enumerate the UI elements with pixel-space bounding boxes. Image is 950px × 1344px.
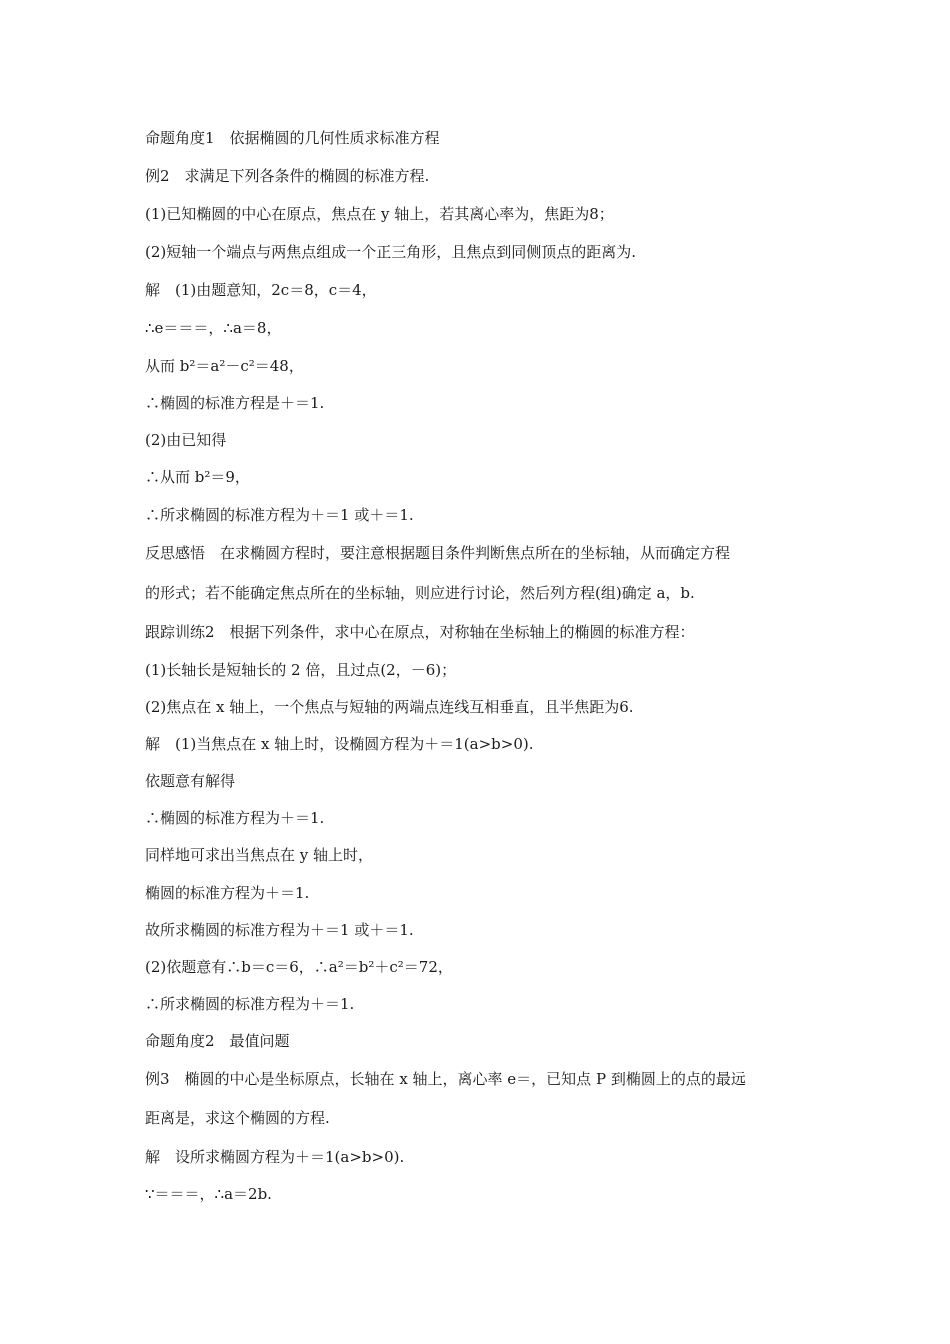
text-line: (2)短轴一个端点与两焦点组成一个正三角形，且焦点到同侧顶点的距离为. [145,243,637,261]
text-line: ∴所求椭圆的标准方程为＋＝1 或＋＝1. [145,506,414,524]
text-line: ∵＝＝＝，∴a＝2b. [145,1185,272,1203]
text-line: 解 (1)当焦点在 x 轴上时，设椭圆方程为＋＝1(a>b>0). [145,735,534,753]
text-line: 距离是，求这个椭圆的方程. [145,1109,330,1127]
section-heading-2: 命题角度2 最值问题 [145,1032,290,1050]
text-line: ∴椭圆的标准方程为＋＝1. [145,809,325,827]
example-3-title: 例3 椭圆的中心是坐标原点，长轴在 x 轴上，离心率 e＝，已知点 P 到椭圆上的点的最远 [145,1070,746,1088]
section-heading-1: 命题角度1 依据椭圆的几何性质求标准方程 [145,129,440,147]
text-line: 依题意有解得 [145,772,236,790]
text-line: ∴椭圆的标准方程是＋＝1. [145,394,325,412]
text-line: 同样地可求出当焦点在 y 轴上时， [145,846,374,864]
text-line: 从而 b²＝a²－c²＝48， [145,357,304,375]
reflection-paragraph: 反思感悟 在求椭圆方程时，要注意根据题目条件判断焦点所在的坐标轴，从而确定方程 [145,544,731,562]
text-line: ∴e＝＝＝，∴a＝8， [145,319,282,337]
training-2-title: 跟踪训练2 根据下列条件，求中心在原点，对称轴在坐标轴上的椭圆的标准方程： [145,623,695,641]
text-line: (1)已知椭圆的中心在原点，焦点在 y 轴上，若其离心率为，焦距为8； [145,205,614,223]
text-line: ∴所求椭圆的标准方程为＋＝1. [145,995,355,1013]
text-line: (2)焦点在 x 轴上，一个焦点与短轴的两端点连线互相垂直，且半焦距为6. [145,698,634,716]
text-line: 故所求椭圆的标准方程为＋＝1 或＋＝1. [145,921,414,939]
text-line: 解 (1)由题意知，2c＝8，c＝4， [145,281,377,299]
text-line: 解 设所求椭圆方程为＋＝1(a>b>0). [145,1148,405,1166]
text-line: 椭圆的标准方程为＋＝1. [145,884,310,902]
text-line: (1)长轴长是短轴长的 2 倍，且过点(2，－6)； [145,661,457,679]
text-line: ∴从而 b²＝9， [145,468,250,486]
example-2-title: 例2 求满足下列各条件的椭圆的标准方程. [145,167,430,185]
text-line: 的形式；若不能确定焦点所在的坐标轴，则应进行讨论，然后列方程(组)确定 a，b. [145,584,695,602]
text-line: (2)由已知得 [145,431,227,449]
text-line: (2)依题意有∴b＝c＝6，∴a²＝b²＋c²＝72， [145,958,453,976]
